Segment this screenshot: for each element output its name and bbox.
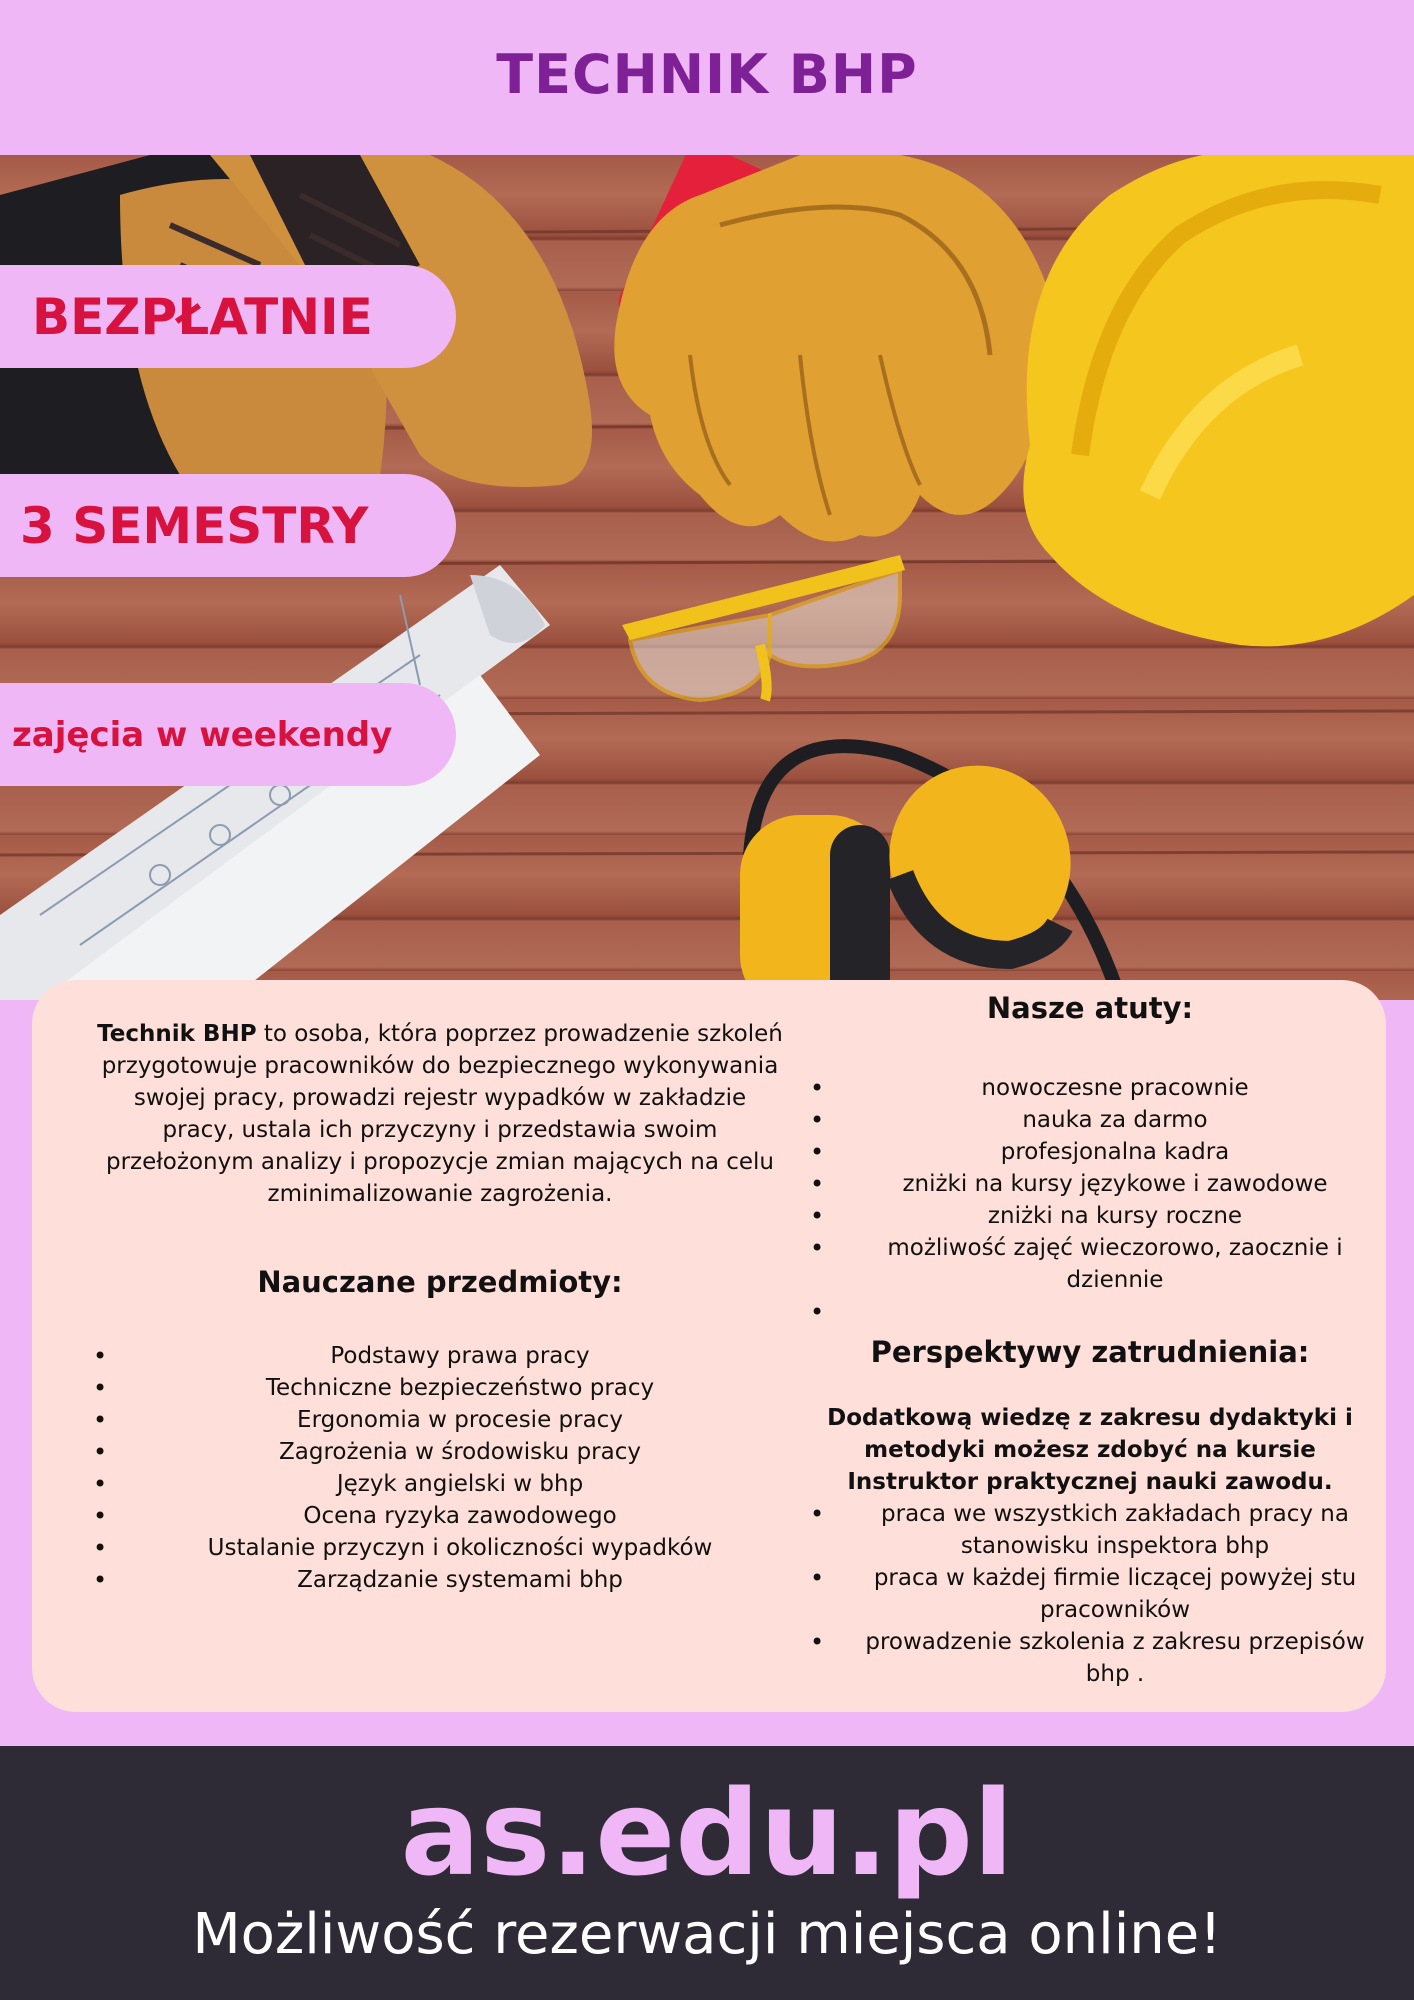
safety-glasses-icon: [622, 555, 905, 700]
list-item: • nowoczesne pracownie: [810, 1072, 1370, 1104]
badge-semesters-label: 3 SEMESTRY: [20, 496, 369, 555]
gloves-icon: [614, 155, 1051, 542]
list-item: • Zagrożenia w środowisku pracy: [95, 1436, 785, 1468]
badge-weekends-label: zajęcia w weekendy: [12, 714, 393, 755]
list-item: • Język angielski w bhp: [95, 1468, 785, 1500]
left-column: [95, 1018, 785, 1596]
subjects-list: [95, 1340, 785, 1596]
list-item: • Ustalanie przyczyn i okoliczności wypadków: [95, 1532, 785, 1564]
prospects-title: Perspektywy zatrudnienia:: [870, 1335, 1310, 1369]
hard-hat-icon: [1023, 155, 1414, 646]
subjects-title: Nauczane przedmioty:: [257, 1265, 623, 1299]
list-item: • Ocena ryzyka zawodowego: [95, 1500, 785, 1532]
list-item: • praca we wszystkich zakładach pracy na stanowisku inspektora bhp: [810, 1498, 1370, 1562]
right-column: [810, 982, 1370, 1690]
list-item: • zniżki na kursy językowe i zawodowe: [810, 1168, 1370, 1200]
badge-weekends: [0, 683, 456, 786]
badge-free: [0, 265, 456, 368]
prospects-list: [810, 1498, 1370, 1690]
badge-free-label: BEZPŁATNIE: [32, 287, 373, 346]
intro-text: to osoba, która poprzez prowadzenie szkoleń przygotowuje pracowników do bezpiecznego wykonywania swojej pracy, prowadzi rejestr wypadków w zakładzie pracy, ustala ich przyczyny i przedstawia swoim przełożonym analizy i propozycje zmian mających na celu zminimalizowanie zagrożenia.: [101, 1021, 783, 1207]
intro-paragraph: [95, 1018, 785, 1210]
list-item: • zniżki na kursy roczne: [810, 1200, 1370, 1232]
list-item: • Podstawy prawa pracy: [95, 1340, 785, 1372]
page-title: TECHNIK BHP: [496, 43, 918, 106]
list-item: • nauka za darmo: [810, 1104, 1370, 1136]
list-item: [810, 1296, 1370, 1328]
advantages-list: [810, 1072, 1370, 1328]
intro-bold: Technik BHP: [97, 1021, 257, 1047]
list-item: • praca w każdej firmie liczącej powyżej stu pracowników: [810, 1562, 1370, 1626]
badge-semesters: [0, 474, 456, 577]
list-item: • Zarządzanie systemami bhp: [95, 1564, 785, 1596]
ear-muffs-icon: [740, 740, 1120, 1000]
website-link[interactable]: as.edu.pl: [400, 1764, 1014, 1902]
footer-tagline: Możliwość rezerwacji miejsca online!: [192, 1902, 1222, 1967]
footer: [0, 1746, 1414, 2000]
list-item: • Ergonomia w procesie pracy: [95, 1404, 785, 1436]
advantages-title: Nasze atuty:: [986, 991, 1194, 1025]
header: [0, 0, 1414, 155]
list-item: • prowadzenie szkolenia z zakresu przepisów bhp .: [810, 1626, 1370, 1690]
list-item: • profesjonalna kadra: [810, 1136, 1370, 1168]
list-item: • możliwość zajęć wieczorowo, zaocznie i dziennie: [810, 1232, 1370, 1296]
list-item: • Techniczne bezpieczeństwo pracy: [95, 1372, 785, 1404]
prospects-lead: Dodatkową wiedzę z zakresu dydaktyki i metodyki możesz zdobyć na kursie Instruktor praktycznej nauki zawodu.: [827, 1405, 1353, 1495]
